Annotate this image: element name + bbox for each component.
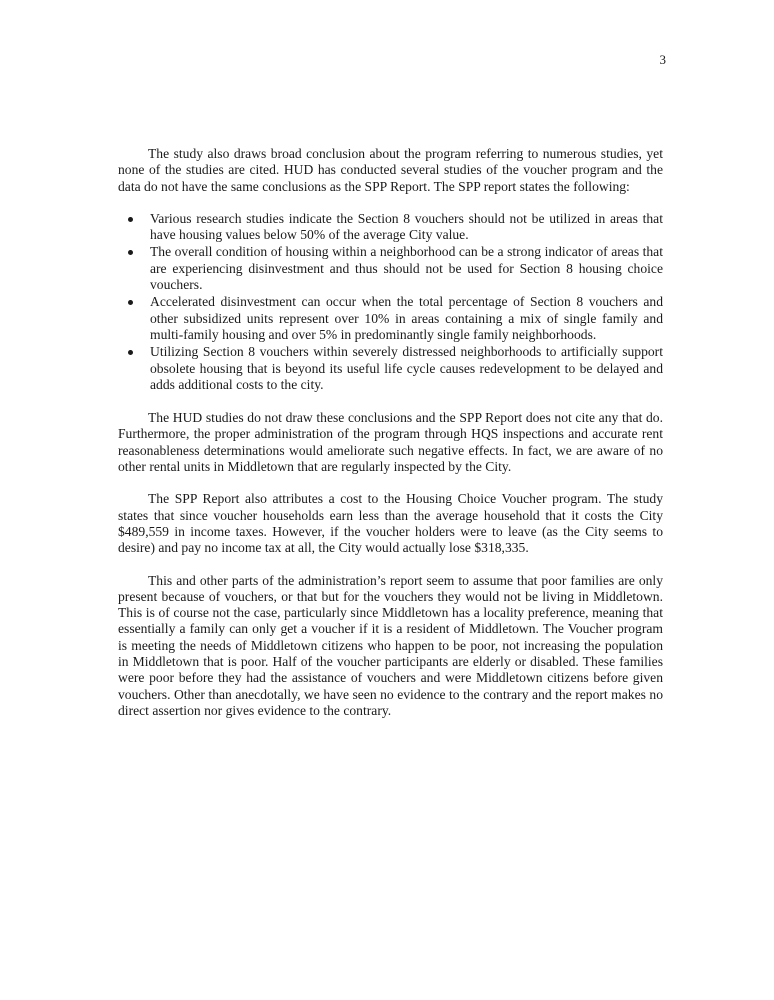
paragraph-assumptions: This and other parts of the administration’s report seem to assume that poor families are only present because of vouchers, or that but for the vouchers they would not be living in Middletown. This is of course not the case, particularly since Middletown has a locality preference, meaning that essentially a family can only get a voucher if it is a resident of Middletown. The Voucher program is meeting the needs of Middletown citizens who happen to be poor, not increasing the population in Middletown that is poor. Half of the voucher participants are elderly or disabled. These families were poor before they had the assistance of vouchers and were Middletown citizens before given vouchers. Other than anecdotally, we have seen no evidence to the contrary and the report makes no direct assertion nor gives evidence to the contrary.	[118, 572, 663, 718]
bullet-item	[150, 244, 663, 293]
bullet-text: Various research studies indicate the Section 8 vouchers should not be utilized in areas that have housing values below 50% of the average City value.	[150, 210, 663, 243]
document-body	[118, 146, 663, 719]
bullet-text: Accelerated disinvestment can occur when the total percentage of Section 8 vouchers and other subsidized units represent over 10% in areas containing a mix of single family and multi-family housing and over 5% in predominantly single family neighborhoods.	[150, 294, 663, 342]
bullet-item	[150, 344, 663, 393]
bullet-dot-icon	[128, 250, 133, 255]
bullet-dot-icon	[128, 350, 133, 355]
page-number: 3	[659, 52, 666, 67]
bullet-dot-icon	[128, 300, 133, 305]
bullet-dot-icon	[128, 217, 133, 222]
bullet-list	[118, 211, 663, 393]
bullet-text: The overall condition of housing within a neighborhood can be a strong indicator of areas that are experiencing disinvestment and thus should not be used for Section 8 housing choice vouchers.	[150, 244, 663, 293]
bullet-item	[150, 294, 663, 343]
paragraph-intro: The study also draws broad conclusion about the program referring to numerous studies, yet none of the studies are cited. HUD has conducted several studies of the voucher program and the data do not have the same conclusions as the SPP Report. The SPP report states the following:	[118, 146, 663, 194]
paragraph-cost: The SPP Report also attributes a cost to the Housing Choice Voucher program. The study states that since voucher households earn less than the average household that it costs the City $489,559 in income taxes. However, if the voucher holders were to leave (as the City seems to desire) and pay no income tax at all, the City would actually lose $318,335.	[118, 491, 663, 556]
bullet-text: Utilizing Section 8 vouchers within severely distressed neighborhoods to artificially support obsolete housing that is beyond its useful life cycle causes redevelopment to be delayed and adds additional costs to the city.	[150, 344, 663, 392]
paragraph-hud-studies: The HUD studies do not draw these conclusions and the SPP Report does not cite any that do. Furthermore, the proper administration of the program through HQS inspections and accurate rent reasonableness determinations would ameliorate such negative effects. In fact, we are aware of no other rental units in Middletown that are regularly inspected by the City.	[118, 410, 663, 475]
bullet-item	[150, 211, 663, 244]
